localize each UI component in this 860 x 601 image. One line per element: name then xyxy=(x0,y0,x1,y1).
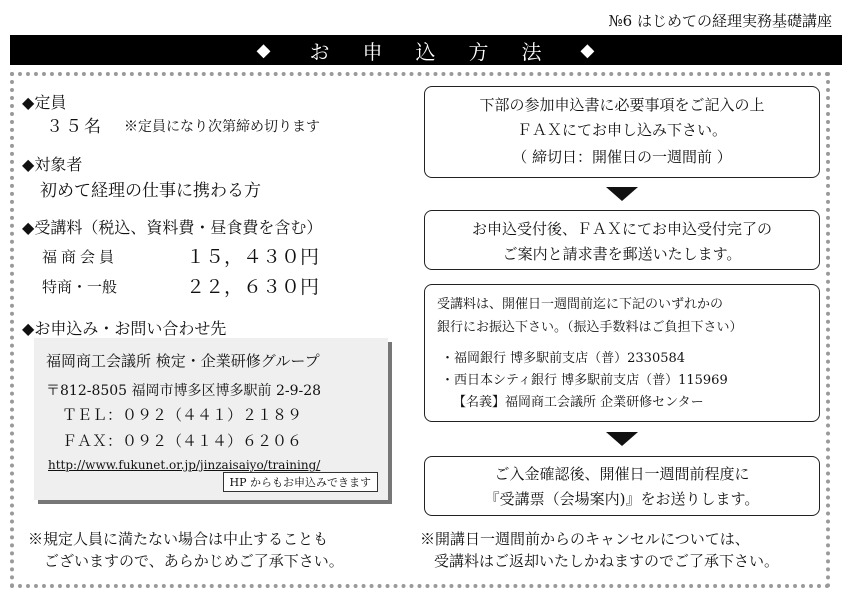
right-footnote-line2: 受講料はご返却いたしかねますのでご了承下さい。 xyxy=(434,552,780,570)
banner-char: お xyxy=(309,39,331,64)
contact-org: 福岡商工会議所 検定・企業研修グループ xyxy=(46,352,320,370)
step-2-line2: ご案内と請求書を郵送いたします。 xyxy=(502,245,742,263)
right-footnote-line1: ※開講日一週間前からのキャンセルについては、 xyxy=(420,530,750,548)
target-heading: ◆ 対象者 xyxy=(22,152,82,175)
down-arrow-icon xyxy=(606,432,638,446)
bank-nishinippon: ・西日本シティ銀行 博多駅前支店（普）115969 xyxy=(441,373,728,388)
fee-label-member: 福商会員 xyxy=(42,248,119,266)
step-1-line3: （ 締切日：開催日の一週間前 ） xyxy=(512,148,732,166)
banner-char: 申 xyxy=(362,39,384,64)
diamond-icon: ◆ xyxy=(580,39,596,61)
title-banner xyxy=(10,35,842,65)
step-1-line2: ＦＡＸにてお申し込み下さい。 xyxy=(516,121,727,139)
fee-amount-member: １５，４３０円 xyxy=(186,246,320,268)
bank-fukuoka: ・福岡銀行 博多駅前支店（普）2330584 xyxy=(441,351,686,366)
fee-label-general: 特商・一般 xyxy=(42,278,118,296)
step-3-line2: 銀行にお振込下さい。（振込手数料はご負担下さい） xyxy=(437,320,743,335)
banner-char: 方 xyxy=(468,39,490,64)
website-link[interactable]: http://www.fukunet.or.jp/jinzaisaiyo/training/ xyxy=(48,458,321,472)
step-4-line1: ご入金確認後、開催日一週間前程度に xyxy=(494,465,750,483)
step-2-line1: お申込受付後、ＦＡＸにてお申込受付完了の xyxy=(471,220,772,238)
fee-amount-general: ２２，６３０円 xyxy=(186,276,320,298)
step-2-box xyxy=(424,210,820,270)
capacity-heading: ◆ 定員 xyxy=(22,90,66,113)
capacity-note: ※定員になり次第締め切ります xyxy=(124,119,320,135)
fee-heading: ◆ 受講料（税込、資料費・昼食費を含む） xyxy=(22,215,322,238)
banner-char: 法 xyxy=(521,39,543,64)
banner-char: 込 xyxy=(415,39,437,64)
diamond-icon: ◆ xyxy=(256,39,272,61)
inquiry-heading: ◆ お申込み・お問い合わせ先 xyxy=(22,316,226,339)
step-3-line1: 受講料は、開催日一週間前迄に下記のいずれかの xyxy=(437,297,724,312)
hp-apply-note: HP からもお申込みできます xyxy=(223,472,379,492)
left-footnote-line1: ※規定人員に満たない場合は中止することも xyxy=(28,530,329,548)
contact-fax: ＦＡＸ：０９２（４１４）６２０６ xyxy=(62,432,303,450)
step-1-box xyxy=(424,86,820,178)
down-arrow-icon xyxy=(606,187,638,201)
step-4-line2: 『受講票（会場案内)』をお送りします。 xyxy=(484,490,760,508)
step-4-box xyxy=(424,456,820,516)
contact-box xyxy=(34,338,388,500)
step-1-line1: 下部の参加申込書に必要事項をご記入の上 xyxy=(479,96,765,114)
contact-address: 〒812-8505 福岡市博多区博多駅前 2-9-28 xyxy=(46,383,322,399)
target-text: 初めて経理の仕事に携わる方 xyxy=(40,181,261,201)
capacity-value: ３５名 xyxy=(46,117,103,137)
step-3-box xyxy=(424,284,820,422)
left-footnote-line2: ございますので、あらかじめご了承下さい。 xyxy=(44,552,344,570)
contact-tel: ＴＥＬ：０９２（４４１）２１８９ xyxy=(62,406,303,424)
series-title: №6 はじめての経理実務基礎講座 xyxy=(608,12,832,30)
account-holder: 【名義】福岡商工会議所 企業研修センター xyxy=(453,395,704,410)
